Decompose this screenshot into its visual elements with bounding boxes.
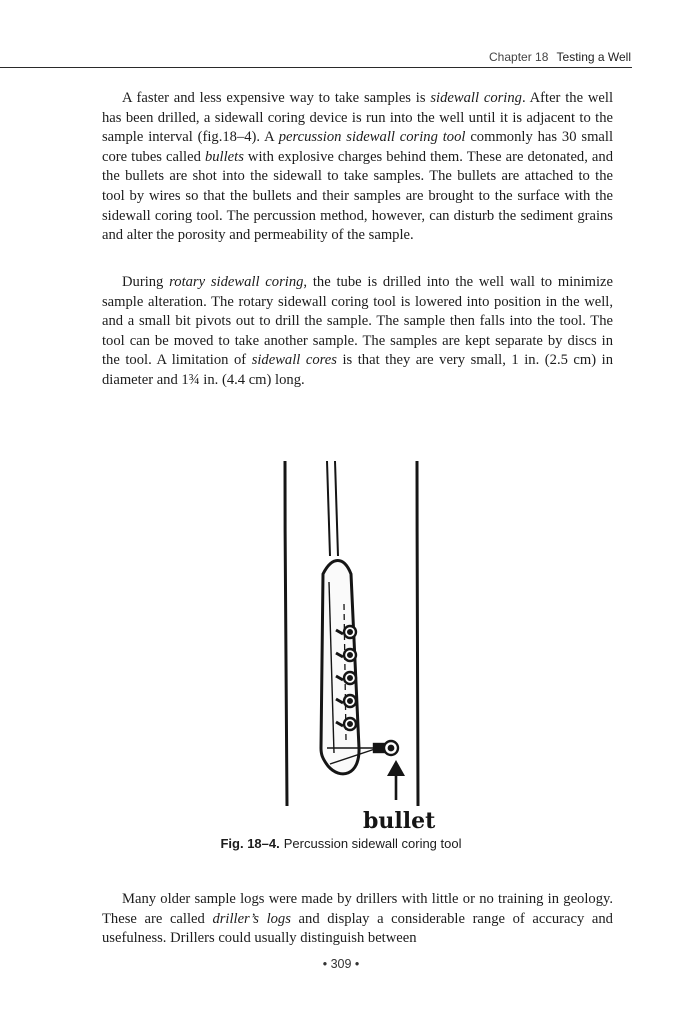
caption-text: Percussion sidewall coring tool xyxy=(283,836,462,851)
chapter-title: Testing a Well xyxy=(556,50,631,64)
term-drillers-logs: driller’s logs xyxy=(212,910,291,927)
paragraph-rotary-coring xyxy=(102,273,613,391)
term-sidewall-cores: sidewall cores xyxy=(251,352,337,369)
paragraph-text: A faster and less expensive way to take samples is xyxy=(122,90,431,106)
figure-coring-tool xyxy=(270,458,440,836)
running-head xyxy=(489,50,631,64)
term-rotary-sidewall-coring: rotary sidewall coring xyxy=(169,274,304,290)
borehole-wall-left xyxy=(285,461,287,806)
paragraph-text: and display a considerable range of accuracy and usefulness. Drillers could usually distinguish between xyxy=(102,910,613,947)
borehole-wall-right xyxy=(417,461,418,806)
paragraph-text: Many older sample logs were made by drillers with little or no training in geology. These are called xyxy=(102,891,613,927)
chapter-number: Chapter 18 xyxy=(489,50,549,64)
page-number: • 309 • xyxy=(322,957,360,971)
fired-bullet xyxy=(374,741,398,755)
paragraph-sidewall-coring xyxy=(102,89,613,246)
paragraph-text: with explosive charges behind them. These are detonated, and the bullets are shot into the sidewall to take samples. The bullets are attached to the tool by wires so that the bullets and their samples are brought to the surface with the sidewall coring tool. The percussion method, however, can disturb the sediment grains and alter the porosity and permeability of the sample. xyxy=(102,148,613,244)
term-sidewall-coring: sidewall coring xyxy=(430,90,522,106)
figure-caption xyxy=(0,836,682,851)
tool-body xyxy=(321,561,359,774)
paragraph-text: During xyxy=(122,274,170,290)
header-rule xyxy=(0,67,632,68)
coring-tool-illustration xyxy=(270,458,440,836)
figure-number: Fig. 18–4. xyxy=(220,836,280,851)
bullet-label: bullet xyxy=(363,808,436,834)
wireline-cable xyxy=(327,461,330,556)
paragraph-text: , the tube is drilled into the well wall to minimize sample alteration. The rotary sidewall coring tool is lowered into position in the well, and a small bit pivots out to drill the sample. The sample then falls into the tool. The tool can be moved to take another sample. The samples are kept separate by discs in the tool. A limitation of xyxy=(102,274,613,369)
term-bullets: bullets xyxy=(204,148,244,165)
paragraph-drillers-logs xyxy=(102,890,613,949)
term-percussion-tool: percussion sidewall coring tool xyxy=(278,129,466,146)
paragraph-text: is that they are very small, 1 in. (2.5 cm) in diameter and 1¾ in. (4.4 cm) long. xyxy=(102,352,613,388)
paragraph-text: commonly has 30 small core tubes called xyxy=(102,129,614,165)
paragraph-text: . After the well has been drilled, a sidewall coring device is run into the well until it is adjacent to the sample interval (fig.18–4). A xyxy=(102,90,613,146)
